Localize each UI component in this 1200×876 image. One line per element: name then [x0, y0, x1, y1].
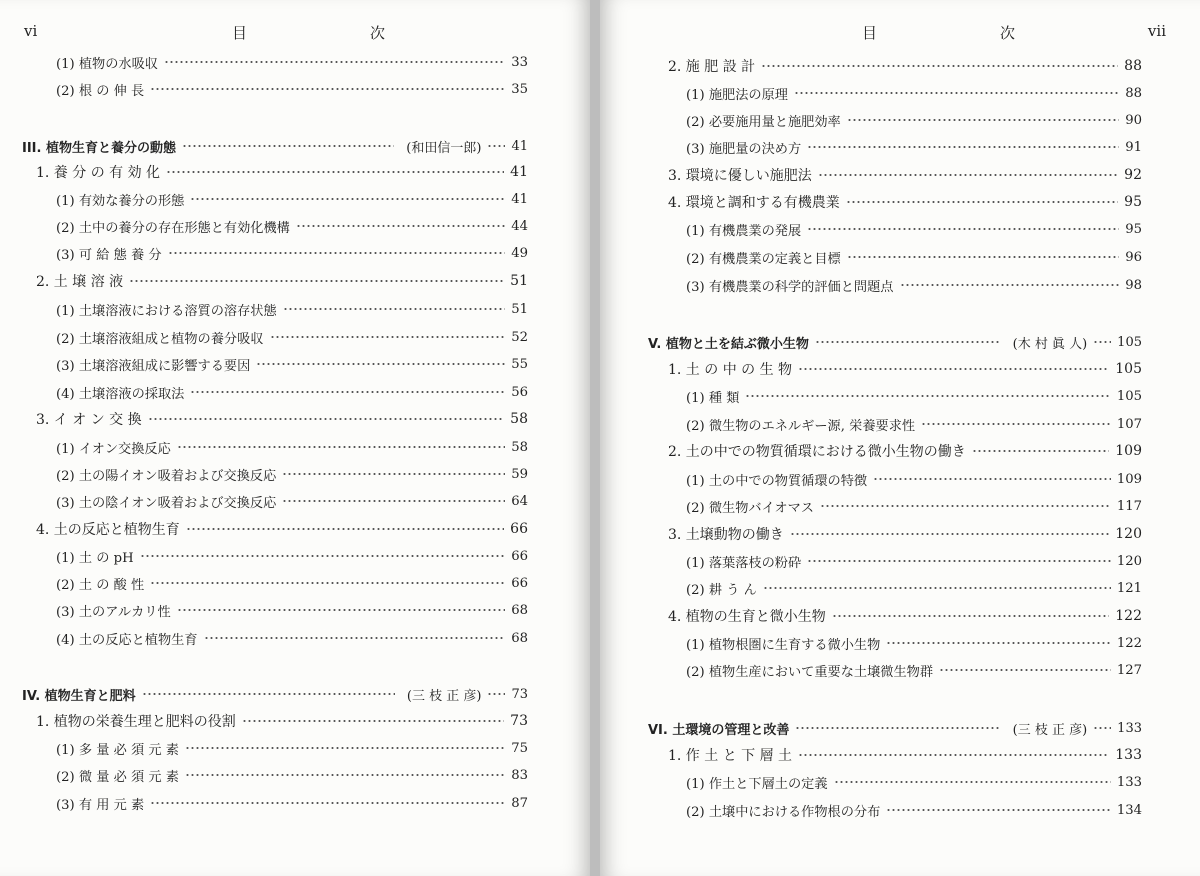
- entry-title: (3) 土の陰イオン吸着および交換反応: [56, 495, 277, 511]
- entry-page-number: 58: [511, 439, 528, 455]
- dot-leader: [168, 252, 506, 254]
- entry-page-number: 73: [511, 686, 528, 702]
- dot-leader: [815, 341, 1001, 343]
- entry-page-number: 120: [1115, 526, 1142, 542]
- toc-entry-sub: [686, 386, 1142, 406]
- toc-entry-chapter: [648, 332, 1142, 352]
- entry-title: (1) 植物の水吸収: [56, 56, 158, 72]
- toc-entry-sub: [686, 414, 1142, 434]
- toc-entry-sub: [56, 600, 528, 620]
- dot-leader: [846, 201, 1118, 203]
- dot-leader: [939, 669, 1111, 671]
- entry-title: 1. 養 分 の 有 効 化: [36, 165, 161, 181]
- entry-title: (1) 種 類: [686, 390, 740, 406]
- entry-author: (木 村 眞 人): [1012, 336, 1088, 352]
- entry-title: (1) 施肥法の原理: [686, 87, 788, 103]
- entry-title: (3) 施肥量の決め方: [686, 141, 802, 157]
- dot-leader: [283, 308, 506, 310]
- entry-title: (3) 有機農業の科学的評価と問題点: [686, 279, 894, 295]
- toc-entry-sub: [56, 354, 528, 374]
- dot-leader: [177, 609, 506, 611]
- toc-entry-section: [668, 56, 1142, 76]
- dot-leader: [140, 555, 506, 557]
- entry-title: 3. イ オ ン 交 換: [36, 412, 142, 428]
- toc-entry-sub: [56, 738, 528, 758]
- entry-page-number: 58: [510, 411, 528, 427]
- entry-page-number: 59: [511, 466, 528, 482]
- entry-page-number: 87: [511, 795, 528, 811]
- entry-title: (2) 土中の養分の存在形態と有効化機構: [56, 220, 290, 236]
- toc-entry-chapter: [648, 718, 1142, 738]
- dot-leader: [820, 505, 1111, 507]
- dot-leader: [807, 146, 1119, 148]
- toc-entry-sub: [56, 546, 528, 566]
- entry-title: 3. 環境に優しい施肥法: [668, 168, 812, 184]
- entry-page-number: 88: [1124, 58, 1142, 74]
- toc-entry-sub: [686, 247, 1142, 267]
- dot-leader: [190, 391, 505, 393]
- entry-title: (2) 耕 う ん: [686, 582, 757, 598]
- toc-entry-section: [668, 165, 1142, 185]
- dot-leader: [282, 473, 505, 475]
- entry-title: IV. 植物生育と肥料: [22, 688, 136, 704]
- page-number-label: vi: [24, 22, 38, 40]
- entry-page-number: 88: [1125, 85, 1142, 101]
- entry-title: (1) 落葉落枝の粉砕: [686, 555, 802, 571]
- entry-page-number: 96: [1125, 249, 1142, 265]
- page-number-label: vii: [1147, 22, 1166, 40]
- toc-entry-section: [36, 409, 528, 429]
- entry-title: (2) 微 量 必 須 元 素: [56, 769, 179, 785]
- entry-page-number: 134: [1116, 802, 1142, 818]
- toc-entry-sub: [56, 765, 528, 785]
- entry-title: (3) 有 用 元 素: [56, 797, 145, 813]
- entry-page-number: 95: [1125, 221, 1142, 237]
- toc-entry-sub: [686, 660, 1142, 680]
- entry-page-number: 66: [510, 521, 528, 537]
- toc-entry-section: [668, 192, 1142, 212]
- dot-leader: [763, 587, 1111, 589]
- dot-leader: [745, 395, 1110, 397]
- table-of-contents: [600, 0, 1200, 876]
- entry-page-number: 122: [1115, 608, 1142, 624]
- toc-entry-chapter: [22, 684, 528, 704]
- toc-entry-sub: [56, 464, 528, 484]
- entry-title: (2) 土壌溶液組成と植物の養分吸収: [56, 331, 264, 347]
- entry-page-number: 75: [511, 740, 528, 756]
- entry-title: 4. 植物の生育と微小生物: [668, 609, 826, 625]
- toc-entry-sub: [56, 491, 528, 511]
- entry-title: 2. 土 壌 溶 液: [36, 274, 124, 290]
- entry-page-number: 105: [1115, 361, 1142, 377]
- dot-leader: [256, 363, 505, 365]
- dot-leader: [834, 781, 1111, 783]
- entry-page-number: 51: [511, 301, 528, 317]
- entry-title: (1) 作土と下層土の定義: [686, 776, 828, 792]
- entry-title: (1) イオン交換反応: [56, 441, 171, 457]
- dot-leader: [150, 88, 505, 90]
- dot-leader: [900, 284, 1120, 286]
- right-page: [600, 0, 1200, 876]
- entry-page-number: 66: [511, 548, 528, 564]
- entry-page-number: 120: [1116, 553, 1142, 569]
- toc-entry-chapter: [22, 136, 528, 156]
- dot-leader: [182, 145, 394, 147]
- entry-title: (3) 土壌溶液組成に影響する要因: [56, 358, 251, 374]
- book-gutter: [590, 0, 600, 876]
- entry-title: (1) 土の中での物質循環の特徴: [686, 473, 868, 489]
- entry-page-number: 51: [510, 273, 528, 289]
- entry-title: 1. 作 土 と 下 層 土: [668, 748, 793, 764]
- dot-leader: [282, 500, 505, 502]
- toc-entry-section: [668, 441, 1142, 461]
- dot-leader: [832, 615, 1109, 617]
- entry-author: (三 枝 正 彦): [406, 688, 482, 704]
- dot-leader: [1093, 727, 1111, 729]
- toc-entry-section: [668, 524, 1142, 544]
- entry-author: (三 枝 正 彦): [1012, 722, 1088, 738]
- dot-leader: [847, 119, 1119, 121]
- toc-entry-sub: [56, 793, 528, 813]
- dot-leader: [886, 642, 1111, 644]
- entry-page-number: 41: [510, 164, 528, 180]
- entry-page-number: 73: [510, 713, 528, 729]
- entry-page-number: 66: [511, 575, 528, 591]
- toc-entry-sub: [686, 219, 1142, 239]
- toc-entry-sub: [56, 437, 528, 457]
- dot-leader: [242, 720, 504, 722]
- entry-title: (2) 土の陽イオン吸着および交換反応: [56, 468, 277, 484]
- entry-title: 1. 土 の 中 の 生 物: [668, 362, 793, 378]
- toc-entry-sub: [686, 551, 1142, 571]
- entry-page-number: 109: [1116, 471, 1142, 487]
- dot-leader: [818, 174, 1118, 176]
- dot-leader: [807, 228, 1119, 230]
- dot-leader: [142, 693, 395, 695]
- entry-page-number: 35: [511, 81, 528, 97]
- entry-page-number: 56: [511, 384, 528, 400]
- entry-page-number: 98: [1125, 277, 1142, 293]
- toc-entry-sub: [686, 496, 1142, 516]
- dot-leader: [186, 528, 504, 530]
- entry-title: V. 植物と土を結ぶ微小生物: [648, 336, 809, 352]
- entry-page-number: 105: [1116, 388, 1142, 404]
- toc-entry-sub: [56, 79, 528, 99]
- entry-page-number: 33: [511, 54, 528, 70]
- entry-title: (3) 土のアルカリ性: [56, 604, 171, 620]
- dot-leader: [148, 418, 505, 420]
- toc-entry-section: [668, 745, 1142, 765]
- dot-leader: [921, 423, 1111, 425]
- entry-title: (1) 有効な養分の形態: [56, 193, 185, 209]
- dot-leader: [873, 478, 1111, 480]
- entry-title: 4. 土の反応と植物生育: [36, 522, 180, 538]
- toc-entry-section: [36, 162, 528, 182]
- toc-entry-section: [36, 519, 528, 539]
- entry-page-number: 83: [511, 767, 528, 783]
- dot-leader: [185, 747, 505, 749]
- entry-page-number: 133: [1115, 747, 1142, 763]
- entry-title: (4) 土壌溶液の採取法: [56, 386, 185, 402]
- dot-leader: [487, 145, 505, 147]
- toc-entry-sub: [686, 137, 1142, 157]
- toc-entry-sub: [56, 573, 528, 593]
- entry-page-number: 41: [511, 191, 528, 207]
- toc-entry-section: [668, 606, 1142, 626]
- toc-entry-sub: [56, 299, 528, 319]
- entry-title: (2) 必要施用量と施肥効率: [686, 114, 841, 130]
- entry-title: (3) 可 給 態 養 分: [56, 247, 162, 263]
- entry-page-number: 52: [511, 329, 528, 345]
- dot-leader: [886, 809, 1111, 811]
- toc-entry-sub: [686, 800, 1142, 820]
- entry-page-number: 41: [511, 138, 528, 154]
- dot-leader: [190, 198, 505, 200]
- toc-entry-section: [36, 711, 528, 731]
- dot-leader: [166, 171, 504, 173]
- dot-leader: [847, 256, 1119, 258]
- entry-title: 4. 環境と調和する有機農業: [668, 195, 840, 211]
- dot-leader: [129, 280, 504, 282]
- entry-title: (1) 土壌溶液における溶質の溶存状態: [56, 303, 277, 319]
- toc-entry-section: [668, 359, 1142, 379]
- entry-page-number: 64: [511, 493, 528, 509]
- page-title: 目 次: [232, 24, 440, 42]
- entry-page-number: 127: [1116, 662, 1142, 678]
- table-of-contents: [0, 0, 590, 876]
- toc-entry-sub: [56, 327, 528, 347]
- entry-page-number: 133: [1116, 774, 1142, 790]
- entry-title: (2) 土壌中における作物根の分布: [686, 804, 881, 820]
- toc-entry-sub: [686, 578, 1142, 598]
- dot-leader: [798, 754, 1109, 756]
- entry-page-number: 68: [511, 602, 528, 618]
- dot-leader: [798, 368, 1109, 370]
- entry-title: 1. 植物の栄養生理と肥料の役割: [36, 714, 236, 730]
- toc-entry-sub: [56, 52, 528, 72]
- dot-leader: [761, 65, 1118, 67]
- entry-author: (和田信一郎): [406, 140, 482, 156]
- toc-entry-sub: [686, 110, 1142, 130]
- entry-title: (1) 有機農業の発展: [686, 223, 802, 239]
- entry-title: 2. 施 肥 設 計: [668, 59, 756, 75]
- dot-leader: [790, 533, 1109, 535]
- dot-leader: [794, 92, 1119, 94]
- entry-title: (2) 微生物バイオマス: [686, 500, 814, 516]
- toc-entry-sub: [686, 275, 1142, 295]
- dot-leader: [177, 446, 505, 448]
- entry-page-number: 105: [1117, 334, 1142, 350]
- entry-title: (2) 微生物のエネルギー源, 栄養要求性: [686, 418, 916, 434]
- dot-leader: [204, 637, 506, 639]
- entry-page-number: 117: [1116, 498, 1142, 514]
- toc-entry-sub: [56, 243, 528, 263]
- entry-page-number: 92: [1124, 167, 1142, 183]
- entry-page-number: 133: [1117, 720, 1142, 736]
- toc-entry-sub: [56, 628, 528, 648]
- dot-leader: [150, 802, 505, 804]
- dot-leader: [795, 727, 1000, 729]
- toc-entry-sub: [686, 469, 1142, 489]
- entry-page-number: 121: [1116, 580, 1142, 596]
- entry-page-number: 122: [1116, 635, 1142, 651]
- dot-leader: [270, 336, 506, 338]
- entry-title: 2. 土の中での物質循環における微小生物の働き: [668, 444, 966, 460]
- entry-page-number: 95: [1124, 194, 1142, 210]
- entry-page-number: 91: [1125, 139, 1142, 155]
- entry-title: 3. 土壌動物の働き: [668, 527, 784, 543]
- dot-leader: [487, 693, 505, 695]
- entry-title: (2) 根 の 伸 長: [56, 83, 145, 99]
- entry-title: (1) 多 量 必 須 元 素: [56, 742, 179, 758]
- entry-title: (2) 植物生産において重要な土壌微生物群: [686, 664, 934, 680]
- entry-page-number: 49: [511, 245, 528, 261]
- entry-page-number: 55: [511, 356, 528, 372]
- toc-entry-section: [36, 271, 528, 291]
- entry-page-number: 44: [511, 218, 528, 234]
- toc-entry-sub: [686, 633, 1142, 653]
- entry-title: (1) 植物根圏に生育する微小生物: [686, 637, 881, 653]
- entry-title: (2) 有機農業の定義と目標: [686, 251, 841, 267]
- left-page: [0, 0, 590, 876]
- toc-entry-sub: [686, 772, 1142, 792]
- toc-entry-sub: [56, 382, 528, 402]
- entry-page-number: 107: [1116, 416, 1142, 432]
- dot-leader: [807, 560, 1111, 562]
- entry-title: (1) 土 の pH: [56, 550, 134, 566]
- dot-leader: [1093, 341, 1111, 343]
- page-title: 目 次: [862, 24, 1070, 42]
- entry-page-number: 109: [1115, 443, 1142, 459]
- entry-title: (2) 土 の 酸 性: [56, 577, 145, 593]
- entry-title: III. 植物生育と養分の動態: [22, 140, 176, 156]
- dot-leader: [296, 225, 505, 227]
- toc-entry-sub: [56, 216, 528, 236]
- dot-leader: [164, 61, 505, 63]
- entry-title: VI. 土環境の管理と改善: [648, 722, 790, 738]
- entry-page-number: 90: [1125, 112, 1142, 128]
- toc-entry-sub: [686, 83, 1142, 103]
- toc-entry-sub: [56, 189, 528, 209]
- entry-page-number: 68: [511, 630, 528, 646]
- dot-leader: [972, 450, 1109, 452]
- entry-title: (4) 土の反応と植物生育: [56, 632, 198, 648]
- dot-leader: [150, 582, 505, 584]
- dot-leader: [185, 774, 505, 776]
